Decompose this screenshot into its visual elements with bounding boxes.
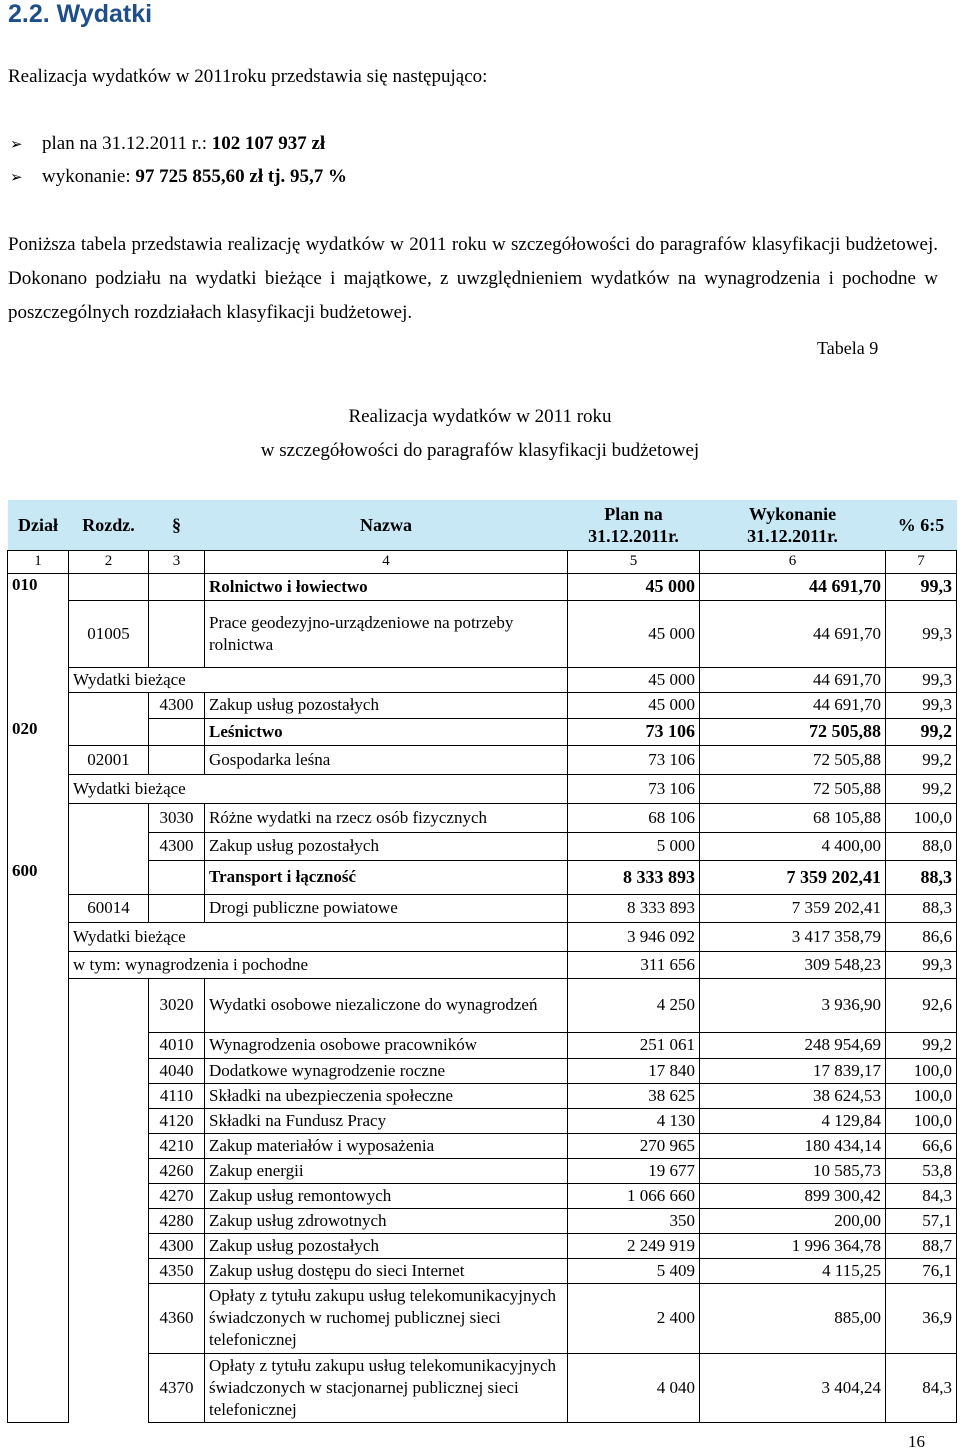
cell-plan: 45 000 [568,573,700,600]
cell-plan: 45 000 [568,667,700,692]
table-row [8,894,957,922]
cell-nazwa: Zakup energii [205,1158,568,1183]
table-row [8,774,957,803]
cell-rozdzial [69,978,149,1032]
cell-paragraph: 4010 [149,1032,205,1058]
cell-rozdzial [69,1058,149,1083]
cell-plan: 1 066 660 [568,1183,700,1208]
cell-rozdzial [69,860,149,894]
table-row [8,803,957,832]
cell-dzial [8,1032,69,1058]
cell-dzial [8,922,69,951]
bullet-value: 102 107 937 zł [211,133,326,154]
section-heading: 2.2. Wydatki [8,0,153,28]
cell-dzial [8,1258,69,1283]
cell-percent: 57,1 [886,1208,957,1233]
cell-percent: 66,6 [886,1133,957,1158]
cell-nazwa: w tym: wynagrodzenia i pochodne [69,951,568,978]
cell-dzial [8,1233,69,1258]
cell-nazwa: Opłaty z tytułu zakupu usług telekomunikacyjnych świadczonych w stacjonarnej publicznej sieci telefonicznej [205,1353,568,1422]
cell-nazwa: Dodatkowe wynagrodzenie roczne [205,1058,568,1083]
cell-dzial [8,978,69,1032]
table-row [8,692,957,718]
cell-rozdzial [69,1208,149,1233]
cell-dzial [8,667,69,692]
table-row [8,573,957,600]
col-number: 5 [568,550,700,573]
cell-paragraph [149,894,205,922]
cell-rozdzial [69,1032,149,1058]
cell-dzial [8,1133,69,1158]
cell-plan: 4 250 [568,978,700,1032]
table-row [8,718,957,745]
table-row [8,1133,957,1158]
table-row [8,1208,957,1233]
cell-dzial [8,1058,69,1083]
cell-nazwa: Wynagrodzenia osobowe pracowników [205,1032,568,1058]
cell-nazwa: Rolnictwo i łowiectwo [205,573,568,600]
cell-paragraph: 4040 [149,1058,205,1083]
cell-nazwa: Różne wydatki na rzecz osób fizycznych [205,803,568,832]
cell-nazwa: Składki na ubezpieczenia społeczne [205,1083,568,1108]
cell-plan: 270 965 [568,1133,700,1158]
cell-percent: 76,1 [886,1258,957,1283]
cell-plan: 8 333 893 [568,860,700,894]
cell-percent: 88,3 [886,860,957,894]
cell-plan: 17 840 [568,1058,700,1083]
cell-nazwa: Transport i łączność [205,860,568,894]
cell-wykonanie: 4 129,84 [700,1108,886,1133]
table-row [8,600,957,667]
cell-paragraph: 4280 [149,1208,205,1233]
cell-percent: 100,0 [886,803,957,832]
table-header-row [8,500,957,550]
cell-percent: 86,6 [886,922,957,951]
cell-plan: 8 333 893 [568,894,700,922]
cell-rozdzial [69,1083,149,1108]
cell-nazwa: Prace geodezyjno-urządzeniowe na potrzeby rolnictwa [205,600,568,667]
cell-plan: 2 400 [568,1283,700,1353]
page-number: 16 [908,1432,925,1451]
cell-wykonanie: 885,00 [700,1283,886,1353]
description-paragraph: Poniższa tabela przedstawia realizację wydatków w 2011 roku w szczegółowości do paragrafów klasyfikacji budżetowej. Dokonano podziału na wydatki bieżące i majątkowe, z uwzględnieniem wydatków na wynagrodzenia i pochodne w poszczególnych rozdziałach klasyfikacji budżetowej. [8,234,938,323]
table-row [8,922,957,951]
cell-dzial [8,692,69,718]
cell-rozdzial [69,1233,149,1258]
cell-paragraph: 3030 [149,803,205,832]
cell-paragraph: 4270 [149,1183,205,1208]
cell-wykonanie: 44 691,70 [700,600,886,667]
cell-rozdzial [69,1158,149,1183]
header-dzial: Dział [8,500,69,550]
cell-rozdzial [69,832,149,860]
bullet-plan [10,133,325,155]
cell-dzial [8,1183,69,1208]
cell-wykonanie: 7 359 202,41 [700,860,886,894]
cell-nazwa: Gospodarka leśna [205,745,568,774]
cell-wykonanie: 44 691,70 [700,573,886,600]
cell-paragraph [149,745,205,774]
table-row [8,1108,957,1133]
table-row [8,1233,957,1258]
cell-wykonanie: 3 417 358,79 [700,922,886,951]
col-number: 7 [886,550,957,573]
cell-dzial [8,1083,69,1108]
cell-percent: 99,3 [886,600,957,667]
cell-rozdzial [69,803,149,832]
intro-text: Realizacja wydatków w 2011roku przedstawia się następująco: [8,66,488,87]
cell-paragraph: 4370 [149,1353,205,1422]
cell-percent: 100,0 [886,1058,957,1083]
cell-wykonanie: 72 505,88 [700,774,886,803]
cell-rozdzial [69,718,149,745]
cell-paragraph: 4120 [149,1108,205,1133]
table-row [8,832,957,860]
cell-paragraph: 4360 [149,1283,205,1353]
cell-dzial: 010 [8,573,69,600]
cell-nazwa: Zakup usług pozostałych [205,1233,568,1258]
cell-rozdzial [69,1183,149,1208]
cell-plan: 4 130 [568,1108,700,1133]
cell-paragraph: 4300 [149,692,205,718]
bullet-label: wykonanie: [42,166,136,187]
table-row [8,860,957,894]
cell-paragraph [149,573,205,600]
cell-percent: 88,0 [886,832,957,860]
cell-percent: 92,6 [886,978,957,1032]
cell-rozdzial: 02001 [69,745,149,774]
header-paragraph: § [149,500,205,550]
table-title-line-2: w szczegółowości do paragrafów klasyfikacji budżetowej [260,440,700,461]
cell-wykonanie: 4 400,00 [700,832,886,860]
cell-wykonanie: 44 691,70 [700,667,886,692]
cell-rozdzial: 60014 [69,894,149,922]
cell-nazwa: Składki na Fundusz Pracy [205,1108,568,1133]
cell-percent: 99,2 [886,745,957,774]
cell-percent: 36,9 [886,1283,957,1353]
table-row [8,1353,957,1422]
cell-dzial [8,1283,69,1353]
cell-nazwa: Wydatki osobowe niezaliczone do wynagrodzeń [205,978,568,1032]
cell-plan: 19 677 [568,1158,700,1183]
cell-percent: 99,3 [886,667,957,692]
cell-dzial [8,951,69,978]
cell-nazwa: Wydatki bieżące [69,774,568,803]
header-nazwa: Nazwa [205,500,568,550]
arrow-bullet-icon: ➢ [10,168,23,186]
cell-plan: 350 [568,1208,700,1233]
cell-paragraph [149,718,205,745]
cell-percent: 99,2 [886,1032,957,1058]
table-row [8,978,957,1032]
cell-percent: 84,3 [886,1183,957,1208]
cell-paragraph: 3020 [149,978,205,1032]
cell-rozdzial [69,573,149,600]
cell-rozdzial [69,1133,149,1158]
table-title-line-1: Realizacja wydatków w 2011 roku [348,406,612,427]
arrow-bullet-icon: ➢ [10,135,23,153]
cell-percent: 99,3 [886,951,957,978]
table-row [8,1032,957,1058]
cell-paragraph [149,860,205,894]
cell-plan: 3 946 092 [568,922,700,951]
cell-dzial [8,600,69,667]
cell-dzial [8,803,69,832]
cell-nazwa: Wydatki bieżące [69,667,568,692]
table-row [8,1258,957,1283]
cell-rozdzial [69,1108,149,1133]
cell-wykonanie: 38 624,53 [700,1083,886,1108]
col-number: 4 [205,550,568,573]
cell-paragraph: 4350 [149,1258,205,1283]
cell-wykonanie: 1 996 364,78 [700,1233,886,1258]
cell-paragraph: 4300 [149,1233,205,1258]
cell-nazwa: Zakup usług zdrowotnych [205,1208,568,1233]
cell-plan: 45 000 [568,600,700,667]
cell-wykonanie: 3 404,24 [700,1353,886,1422]
bullet-execution [10,166,347,188]
cell-dzial [8,1208,69,1233]
cell-wykonanie: 200,00 [700,1208,886,1233]
cell-dzial [8,832,69,860]
table-row [8,1058,957,1083]
cell-percent: 99,3 [886,573,957,600]
cell-paragraph: 4300 [149,832,205,860]
cell-percent: 100,0 [886,1083,957,1108]
cell-percent: 99,2 [886,718,957,745]
cell-rozdzial [69,1283,149,1353]
cell-plan: 2 249 919 [568,1233,700,1258]
cell-percent: 88,3 [886,894,957,922]
cell-dzial [8,774,69,803]
cell-dzial [8,1108,69,1133]
cell-wykonanie: 68 105,88 [700,803,886,832]
header-rozdz: Rozdz. [69,500,149,550]
cell-nazwa: Zakup usług remontowych [205,1183,568,1208]
cell-nazwa: Zakup usług dostępu do sieci Internet [205,1258,568,1283]
cell-plan: 68 106 [568,803,700,832]
col-number: 2 [69,550,149,573]
header-plan: Plan na 31.12.2011r. [568,500,700,550]
cell-plan: 73 106 [568,745,700,774]
cell-plan: 4 040 [568,1353,700,1422]
cell-wykonanie: 180 434,14 [700,1133,886,1158]
cell-plan: 251 061 [568,1032,700,1058]
cell-wykonanie: 309 548,23 [700,951,886,978]
cell-nazwa: Zakup usług pozostałych [205,832,568,860]
cell-percent: 84,3 [886,1353,957,1422]
cell-plan: 311 656 [568,951,700,978]
cell-wykonanie: 72 505,88 [700,745,886,774]
column-number-row [8,550,957,573]
cell-dzial: 600 [8,860,69,894]
cell-rozdzial: 01005 [69,600,149,667]
cell-percent: 88,7 [886,1233,957,1258]
table-row [8,667,957,692]
expenses-table [7,500,957,1423]
cell-paragraph [149,600,205,667]
bullet-label: plan na 31.12.2011 r.: [42,133,212,154]
cell-percent: 53,8 [886,1158,957,1183]
table-row [8,1083,957,1108]
cell-wykonanie: 7 359 202,41 [700,894,886,922]
cell-dzial: 020 [8,718,69,745]
cell-nazwa: Leśnictwo [205,718,568,745]
cell-plan: 45 000 [568,692,700,718]
cell-percent: 99,2 [886,774,957,803]
cell-nazwa: Opłaty z tytułu zakupu usług telekomunikacyjnych świadczonych w ruchomej publicznej sieci telefonicznej [205,1283,568,1353]
col-number: 3 [149,550,205,573]
cell-plan: 38 625 [568,1083,700,1108]
cell-wykonanie: 248 954,69 [700,1032,886,1058]
cell-dzial [8,1158,69,1183]
cell-dzial [8,894,69,922]
col-number: 1 [8,550,69,573]
cell-plan: 73 106 [568,774,700,803]
cell-plan: 5 409 [568,1258,700,1283]
cell-wykonanie: 899 300,42 [700,1183,886,1208]
header-wykonanie: Wykonanie 31.12.2011r. [700,500,886,550]
cell-nazwa: Zakup materiałów i wyposażenia [205,1133,568,1158]
cell-paragraph: 4210 [149,1133,205,1158]
table-row [8,951,957,978]
table-row [8,1158,957,1183]
table-row [8,1283,957,1353]
cell-percent: 100,0 [886,1108,957,1133]
table-row [8,1183,957,1208]
cell-paragraph: 4260 [149,1158,205,1183]
cell-paragraph: 4110 [149,1083,205,1108]
cell-dzial [8,1353,69,1422]
cell-wykonanie: 44 691,70 [700,692,886,718]
cell-wykonanie: 3 936,90 [700,978,886,1032]
table-row [8,745,957,774]
cell-percent: 99,3 [886,692,957,718]
cell-plan: 5 000 [568,832,700,860]
cell-nazwa: Drogi publiczne powiatowe [205,894,568,922]
cell-wykonanie: 72 505,88 [700,718,886,745]
cell-wykonanie: 4 115,25 [700,1258,886,1283]
cell-nazwa: Wydatki bieżące [69,922,568,951]
cell-wykonanie: 10 585,73 [700,1158,886,1183]
cell-plan: 73 106 [568,718,700,745]
col-number: 6 [700,550,886,573]
cell-nazwa: Zakup usług pozostałych [205,692,568,718]
header-percent: % 6:5 [886,500,957,550]
cell-rozdzial [69,692,149,718]
cell-rozdzial [69,1353,149,1422]
bullet-value: 97 725 855,60 zł tj. 95,7 % [135,166,348,187]
cell-wykonanie: 17 839,17 [700,1058,886,1083]
cell-rozdzial [69,1258,149,1283]
table-caption: Tabela 9 [817,338,879,358]
cell-dzial [8,745,69,774]
